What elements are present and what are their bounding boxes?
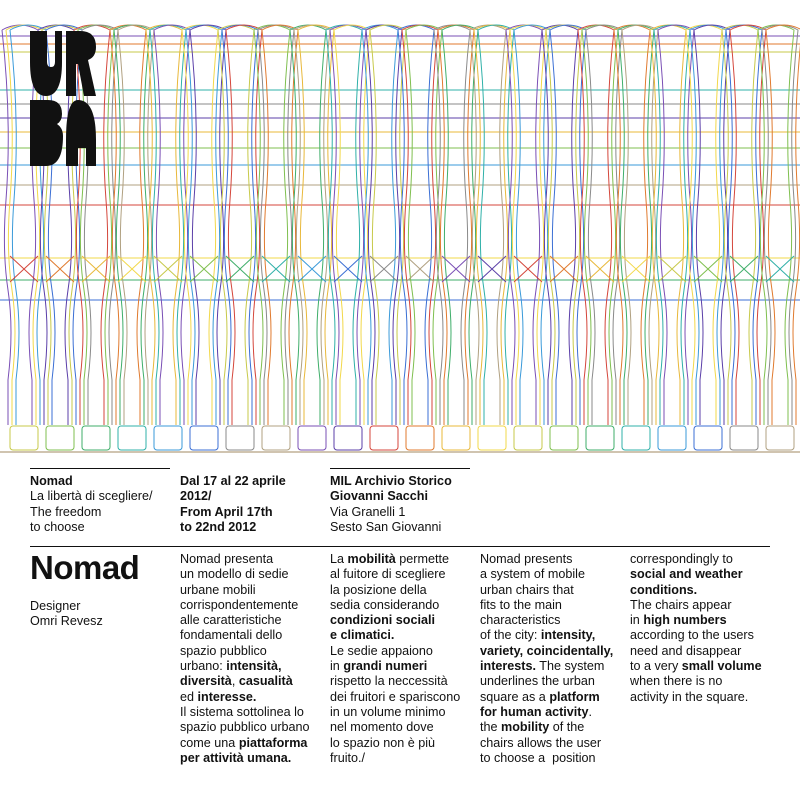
chair-brace <box>586 256 614 282</box>
chair-outline <box>618 25 654 425</box>
chair-brace <box>550 256 578 282</box>
chair-foot <box>406 426 434 450</box>
chair-brace <box>622 256 650 282</box>
chair-outline <box>654 25 690 425</box>
text-column-italian-1: Nomad presenta un modello di sedie urbane mobili corrispondentemente alle caratteristiche fondamentali dello spazio pubblico urbano: intensità, diversità, casualità ed interesse. Il sistema sottolinea lo spazio pubblico urbano come una piattaforma per attività umana. <box>180 552 310 765</box>
date-line: to 22nd 2012 <box>180 519 257 534</box>
chair-brace <box>262 256 290 282</box>
chair-brace <box>658 256 686 282</box>
chair-foot <box>190 426 218 450</box>
chair-brace <box>406 256 434 282</box>
venue-name: MIL Archivio Storico <box>330 474 452 488</box>
chair-outline <box>114 25 150 425</box>
chair-brace <box>154 256 182 282</box>
exhibition-title-block <box>30 474 153 535</box>
text-column-english-1: Nomad presents a system of mobile urban chairs that fits to the main characteristics of the city: intensity, variety, coincidentally, interests. The system underlines the urban square as a platform for human activity. the mobility of the chairs allows the user to choose a position <box>480 552 614 765</box>
chair-foot <box>622 426 650 450</box>
chair-outline <box>222 25 258 425</box>
date-line: 2012/ <box>180 489 212 504</box>
designer-label: Designer <box>30 599 81 613</box>
chair-outline <box>726 25 762 425</box>
chair-foot <box>298 426 326 450</box>
subtitle-line: to choose <box>30 519 85 534</box>
chair-brace <box>514 256 542 282</box>
chair-foot <box>586 426 614 450</box>
divider <box>30 546 770 547</box>
designer-credit <box>30 599 103 630</box>
chair-brace <box>82 256 110 282</box>
chair-brace <box>730 256 758 282</box>
date-line: Dal 17 al 22 aprile <box>180 474 286 488</box>
chair-brace <box>334 256 362 282</box>
text-column-italian-2: La mobilità permette al fuitore di scegliere la posizione della sedia considerando condizioni sociali e climatici. Le sedie appaiono in grandi numeri rispetto la neccessità dei fruitori e spariscono in un volume minimo nel momento dove lo spazio non è più fruito./ <box>330 552 461 765</box>
chair-brace <box>118 256 146 282</box>
chair-brace <box>298 256 326 282</box>
chair-brace <box>226 256 254 282</box>
chair-foot <box>226 426 254 450</box>
chair-brace <box>442 256 470 282</box>
chair-foot <box>334 426 362 450</box>
chair-outline <box>582 25 618 425</box>
chair-outline <box>258 25 294 425</box>
chair-outline <box>510 25 546 425</box>
chair-foot <box>370 426 398 450</box>
divider <box>330 468 470 469</box>
chair-outline <box>330 25 366 425</box>
chair-foot <box>658 426 686 450</box>
chair-brace <box>370 256 398 282</box>
chair-foot <box>262 426 290 450</box>
chair-brace <box>478 256 506 282</box>
subtitle-line: La libertà di scegliere/ <box>30 489 153 504</box>
text-column-english-2: correspondingly to social and weather conditions. The chairs appear in high numbers according to the users need and disappear to a very small volume when there is no activity in the square. <box>630 552 762 704</box>
chair-brace <box>766 256 794 282</box>
chair-outline <box>294 25 330 425</box>
chair-foot <box>442 426 470 450</box>
date-line: From April 17th <box>180 504 273 519</box>
chair-brace <box>10 256 38 282</box>
venue-block <box>330 474 452 535</box>
chair-foot <box>514 426 542 450</box>
chair-outline <box>474 25 510 425</box>
chair-outline <box>402 25 438 425</box>
venue-address: Sesto San Giovanni <box>330 519 442 534</box>
chair-foot <box>730 426 758 450</box>
chair-outline <box>366 25 402 425</box>
chair-outline <box>2 25 38 425</box>
chair-foot <box>766 426 794 450</box>
designer-name: Omri Revesz <box>30 614 103 629</box>
chair-foot <box>694 426 722 450</box>
chair-brace <box>190 256 218 282</box>
urban-logo <box>30 31 96 166</box>
venue-address: Via Granelli 1 <box>330 504 406 519</box>
chair-foot <box>118 426 146 450</box>
subtitle-line: The freedom <box>30 504 102 519</box>
chair-foot <box>478 426 506 450</box>
exhibition-title: Nomad <box>30 474 73 488</box>
chair-foot <box>154 426 182 450</box>
chair-outline <box>762 25 798 425</box>
chair-foot <box>46 426 74 450</box>
chair-brace <box>46 256 74 282</box>
chair-foot <box>82 426 110 450</box>
chair-outline <box>690 25 726 425</box>
chair-outline <box>150 25 186 425</box>
chair-foot <box>550 426 578 450</box>
chair-outline <box>438 25 474 425</box>
venue-name: Giovanni Sacchi <box>330 489 428 504</box>
divider <box>30 468 170 469</box>
chair-outline <box>546 25 582 425</box>
dates-block <box>180 474 286 535</box>
chair-outline <box>186 25 222 425</box>
page-title: Nomad <box>30 549 140 586</box>
chair-foot <box>10 426 38 450</box>
chair-brace <box>694 256 722 282</box>
